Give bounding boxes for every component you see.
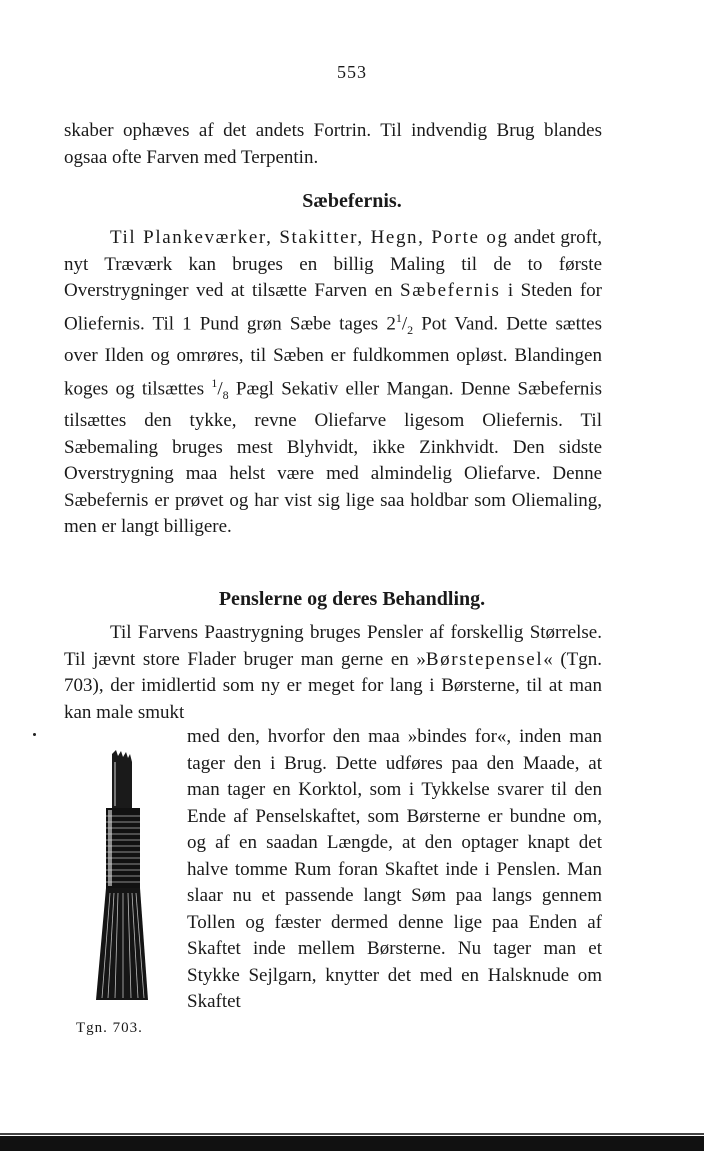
intro-text: skaber ophæves af det andets Fortrin. Til indvendig Brug blandes ogsaa ofte Farven med Terpentin. <box>64 120 602 168</box>
fraction-denominator-2: 8 <box>222 387 229 402</box>
paint-brush-illustration-icon <box>90 748 154 1004</box>
penslerne-paragraph <box>64 620 602 726</box>
saebefernis-text-e: Pægl Sekativ eller Mangan. Denne Sæbefernis tilsættes den tykke, revne Oliefarve ligesom Oliefernis. Til Sæbemaling bruges mest Blyhvidt, ikke Zinkhvidt. Den sidste Overstrygning maa helst være med almindelig Oliefarve. Denne Sæbefernis er prøvet og har vist sig lige saa holdbar som Oliemaling, men er langt billigere. <box>64 377 602 538</box>
saebefernis-text-b: andet groft, nyt Træværk kan bruges en billig Maling til de to første Overstrygninger ved at tilsætte Farven en <box>64 227 603 301</box>
saebefernis-paragraph <box>64 225 602 541</box>
penslerne-spaced-word: Børstepensel <box>425 648 544 670</box>
scan-edge-border <box>0 1136 704 1151</box>
section-heading-penslerne: Penslerne og deres Behandling. <box>218 588 486 610</box>
saebefernis-text-c: i Steden for Oliefernis. Til 1 Pund grøn Sæbe tages 2 <box>64 280 602 334</box>
saebefernis-spaced-word: Sæbefernis <box>400 280 501 301</box>
penslerne-wrap-text: med den, hvorfor den maa »bindes for«, inden man tager den i Brug. Dette udføres paa den Maade, at man tager en Korktol, som i Tykkelse svarer til den Ende af Penselskaftet, som Børsterne er bundne om, og af en saadan Længde, at den optager knapt det halve tomme Rum foran Skaftet inde i Penslen. Man slaar nu et passende langt Søm paa langs gennem Tollen og fæster dermed denne lige paa Enden af Skaftet inde mellem Børsterne. Nu tager man et Stykke Sejlgarn, knytter det med en Halsknude om Skaftet <box>187 726 602 1012</box>
saebefernis-text-d: Pot Vand. Dette sættes over Ilden og omrøres, til Sæben er fuldkommen opløst. Blandingen koges og tilsættes <box>64 312 602 399</box>
fraction-denominator: 2 <box>407 322 414 337</box>
fraction-numerator-2: 1 <box>211 375 218 390</box>
section-heading-saebefernis: Sæbefernis. <box>302 190 402 212</box>
figure-caption: Tgn. 703. <box>76 1020 143 1036</box>
fraction-numerator: 1 <box>395 310 402 325</box>
intro-paragraph <box>64 118 602 171</box>
scan-speck <box>33 733 36 736</box>
penslerne-text-b: « (Tgn. 703), der imidlertid som ny er meget for lang i Børsterne, til at man kan male smukt <box>64 648 603 723</box>
page-number: 553 <box>337 62 367 82</box>
saebefernis-text: Til Plankeværker, Stakitter, Hegn, Porte og andet groft, nyt Træværk kan bruges en billig Maling til de to første Overstrygninger ved at tilsætte Farven en Sæbefernis i Steden for Oliefernis. Til 1 Pund grøn Sæbe tages $2^1/_2$ Pot Vand. Dette sættes over Ilden og omrøres, til Sæben er fuldkommen opløst. Blandingen koges og tilsættes $^1/_8$ Pægl Sekativ eller Mangan. Denne Sæbefernis tilsættes den tykke, revne Oliefarve ligesom Oliefernis. Til Sæbemaling bruges mest Blyhvidt, ikke Zinkhvidt. Den sidste Overstrygning maa helst være med almindelig Oliefarve. Denne Sæbefernis er prøvet og har vist sig lige saa holdbar som Oliemaling, men er langt billigere. <box>64 227 603 538</box>
penslerne-text-a: Til Farvens Paastrygning bruges Pensler af forskellig Størrelse. Til jævnt store Flader bruger man gerne en » <box>64 622 602 670</box>
penslerne-wrap-paragraph <box>187 724 602 1016</box>
saebefernis-first-line: Til Plankeværker, Stakitter, Hegn, Porte og <box>110 227 509 248</box>
penslerne-text <box>64 620 602 726</box>
